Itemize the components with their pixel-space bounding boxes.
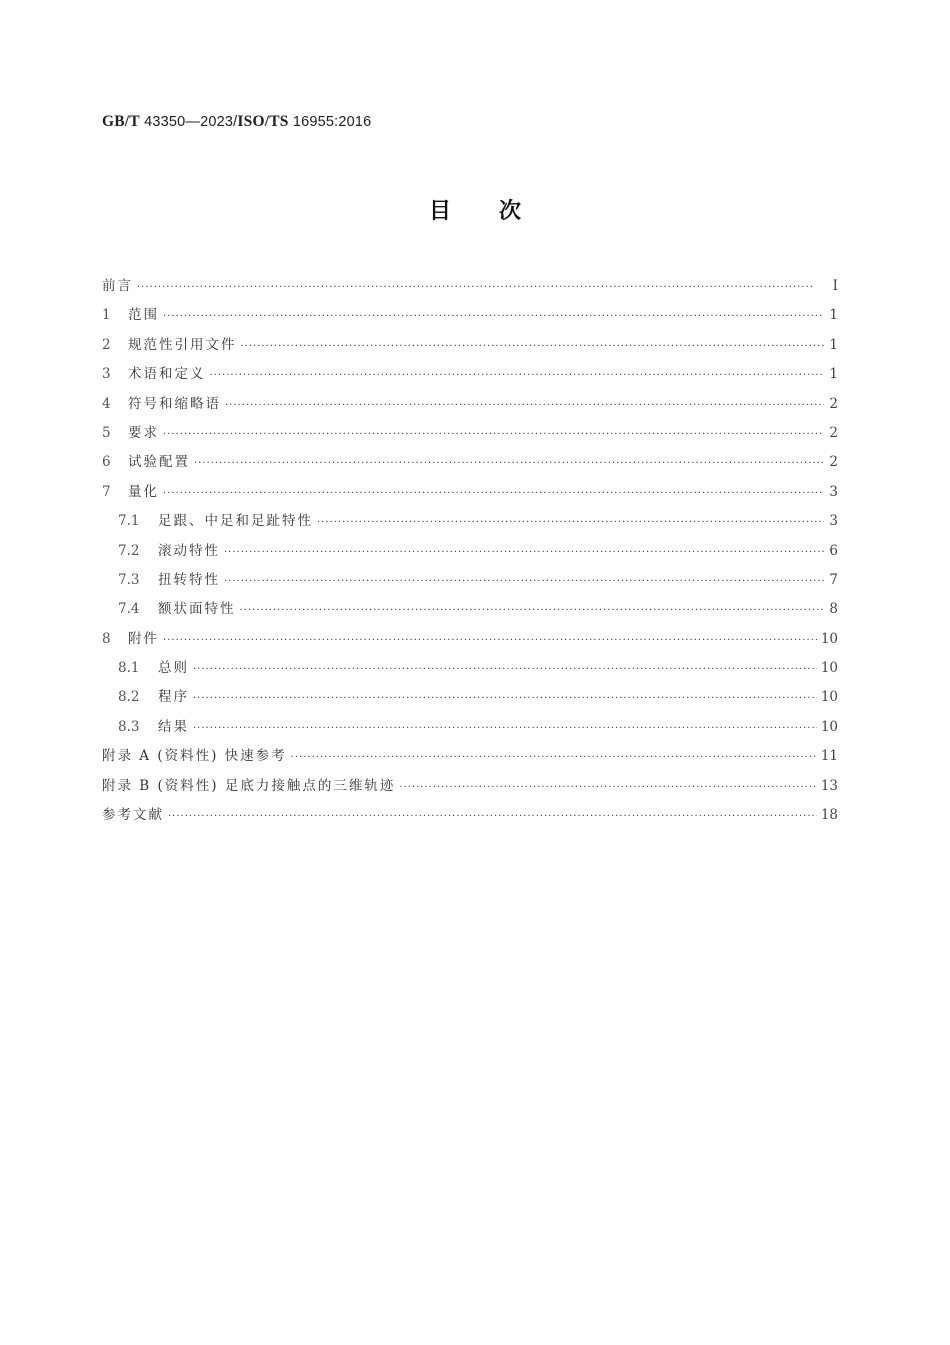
toc-entry-number: 1 [102,307,111,324]
toc-entry[interactable] [102,656,838,685]
toc-entry[interactable] [102,274,838,303]
dot-leader [163,488,824,499]
toc-entry-label: 扭转特性 [158,571,220,588]
toc-entry-number: 7.2 [118,542,140,559]
toc-entry-number: 4 [102,395,111,412]
toc-entry-page: 18 [820,807,838,824]
toc-entry[interactable] [102,333,838,362]
toc-entry-page: 7 [829,571,838,588]
dot-leader [317,517,824,528]
toc-entry-label: 量化 [128,483,159,500]
header-middle: 43350—2023/ [144,114,238,130]
toc-entry-number: 6 [102,454,111,471]
toc-entry-label: 足跟、中足和足趾特性 [158,513,313,530]
toc-entry-number: 8.2 [118,689,140,706]
toc-entry-page: 1 [829,366,838,383]
toc-entry-number: 7.4 [118,601,140,618]
toc-entry-page: 1 [829,336,838,353]
toc-entry-number: 5 [102,424,111,441]
toc-entry-page: 13 [820,777,838,794]
toc-entry-page: 2 [829,395,838,412]
dot-leader [399,782,816,793]
toc-entry[interactable] [102,597,838,626]
toc-entry[interactable] [102,568,838,597]
dot-leader [240,605,825,616]
toc-entry-label: 试验配置 [128,454,190,471]
dot-leader [163,429,824,440]
toc-entry[interactable] [102,450,838,479]
toc-entry-label: 附件 [128,630,159,647]
dot-leader [163,635,817,646]
toc-entry-number: 2 [102,336,111,353]
toc-entry[interactable] [102,715,838,744]
toc-entry[interactable] [102,421,838,450]
toc-entry-label: 范围 [128,307,159,324]
toc-entry[interactable] [102,685,838,714]
dot-leader [210,370,825,381]
toc-entry-label: 附录 B (资料性) 足底力接触点的三维轨迹 [102,777,396,794]
dot-leader [194,458,824,469]
dot-leader [193,664,817,675]
toc-entry-page: 10 [820,718,838,735]
toc-entry-label: 程序 [158,689,189,706]
toc-entry-page: 6 [829,542,838,559]
table-of-contents [102,274,838,832]
dot-leader [137,282,824,293]
toc-entry-label: 术语和定义 [128,366,206,383]
toc-entry-number: 8.1 [118,660,140,677]
toc-entry-number: 8.3 [118,718,140,735]
toc-entry[interactable] [102,362,838,391]
toc-entry-label: 结果 [158,718,189,735]
toc-entry[interactable] [102,744,838,773]
dot-leader [168,811,817,822]
toc-entry-number: 7 [102,483,111,500]
dot-leader [163,311,824,322]
toc-entry-label: 附录 A (资料性) 快速参考 [102,748,287,765]
toc-entry-page: 3 [829,483,838,500]
toc-entry-page: 10 [820,689,838,706]
toc-entry-label: 额状面特性 [158,601,236,618]
dot-leader [291,752,817,763]
toc-entry-page: 11 [820,748,838,765]
toc-entry[interactable] [102,392,838,421]
toc-entry-number: 3 [102,366,111,383]
dot-leader [225,400,824,411]
toc-entry[interactable] [102,509,838,538]
toc-entry-page: 10 [820,630,838,647]
toc-entry-number: 8 [102,630,111,647]
toc-entry[interactable] [102,480,838,509]
dot-leader [241,341,825,352]
toc-entry-page: 1 [829,307,838,324]
dot-leader [224,576,824,587]
toc-entry-page: 10 [820,660,838,677]
document-header [102,113,371,131]
toc-entry[interactable] [102,303,838,332]
toc-entry-page: 8 [829,601,838,618]
toc-entry-number: 7.1 [118,513,140,530]
dot-leader [193,693,817,704]
toc-entry-label: 规范性引用文件 [128,336,237,353]
dot-leader [224,547,824,558]
toc-entry-number: 7.3 [118,571,140,588]
toc-entry[interactable] [102,627,838,656]
toc-entry-label: 总则 [158,660,189,677]
toc-entry-page: 2 [829,424,838,441]
header-suffix: 16955:2016 [292,114,372,130]
toc-entry-label: 参考文献 [102,807,164,824]
toc-entry-label: 符号和缩略语 [128,395,221,412]
page-title: 目次 [428,199,569,224]
toc-entry-label: 滚动特性 [158,542,220,559]
toc-entry-page: I [832,278,838,294]
toc-entry[interactable] [102,803,838,832]
toc-entry[interactable] [102,774,838,803]
header-iso: ISO/TS [237,113,289,130]
toc-entry[interactable] [102,539,838,568]
dot-leader [193,723,817,734]
toc-entry-page: 3 [829,513,838,530]
toc-entry-label: 前言 [102,278,133,294]
toc-entry-label: 要求 [128,424,159,441]
header-prefix: GB/T [102,113,140,130]
toc-entry-page: 2 [829,454,838,471]
